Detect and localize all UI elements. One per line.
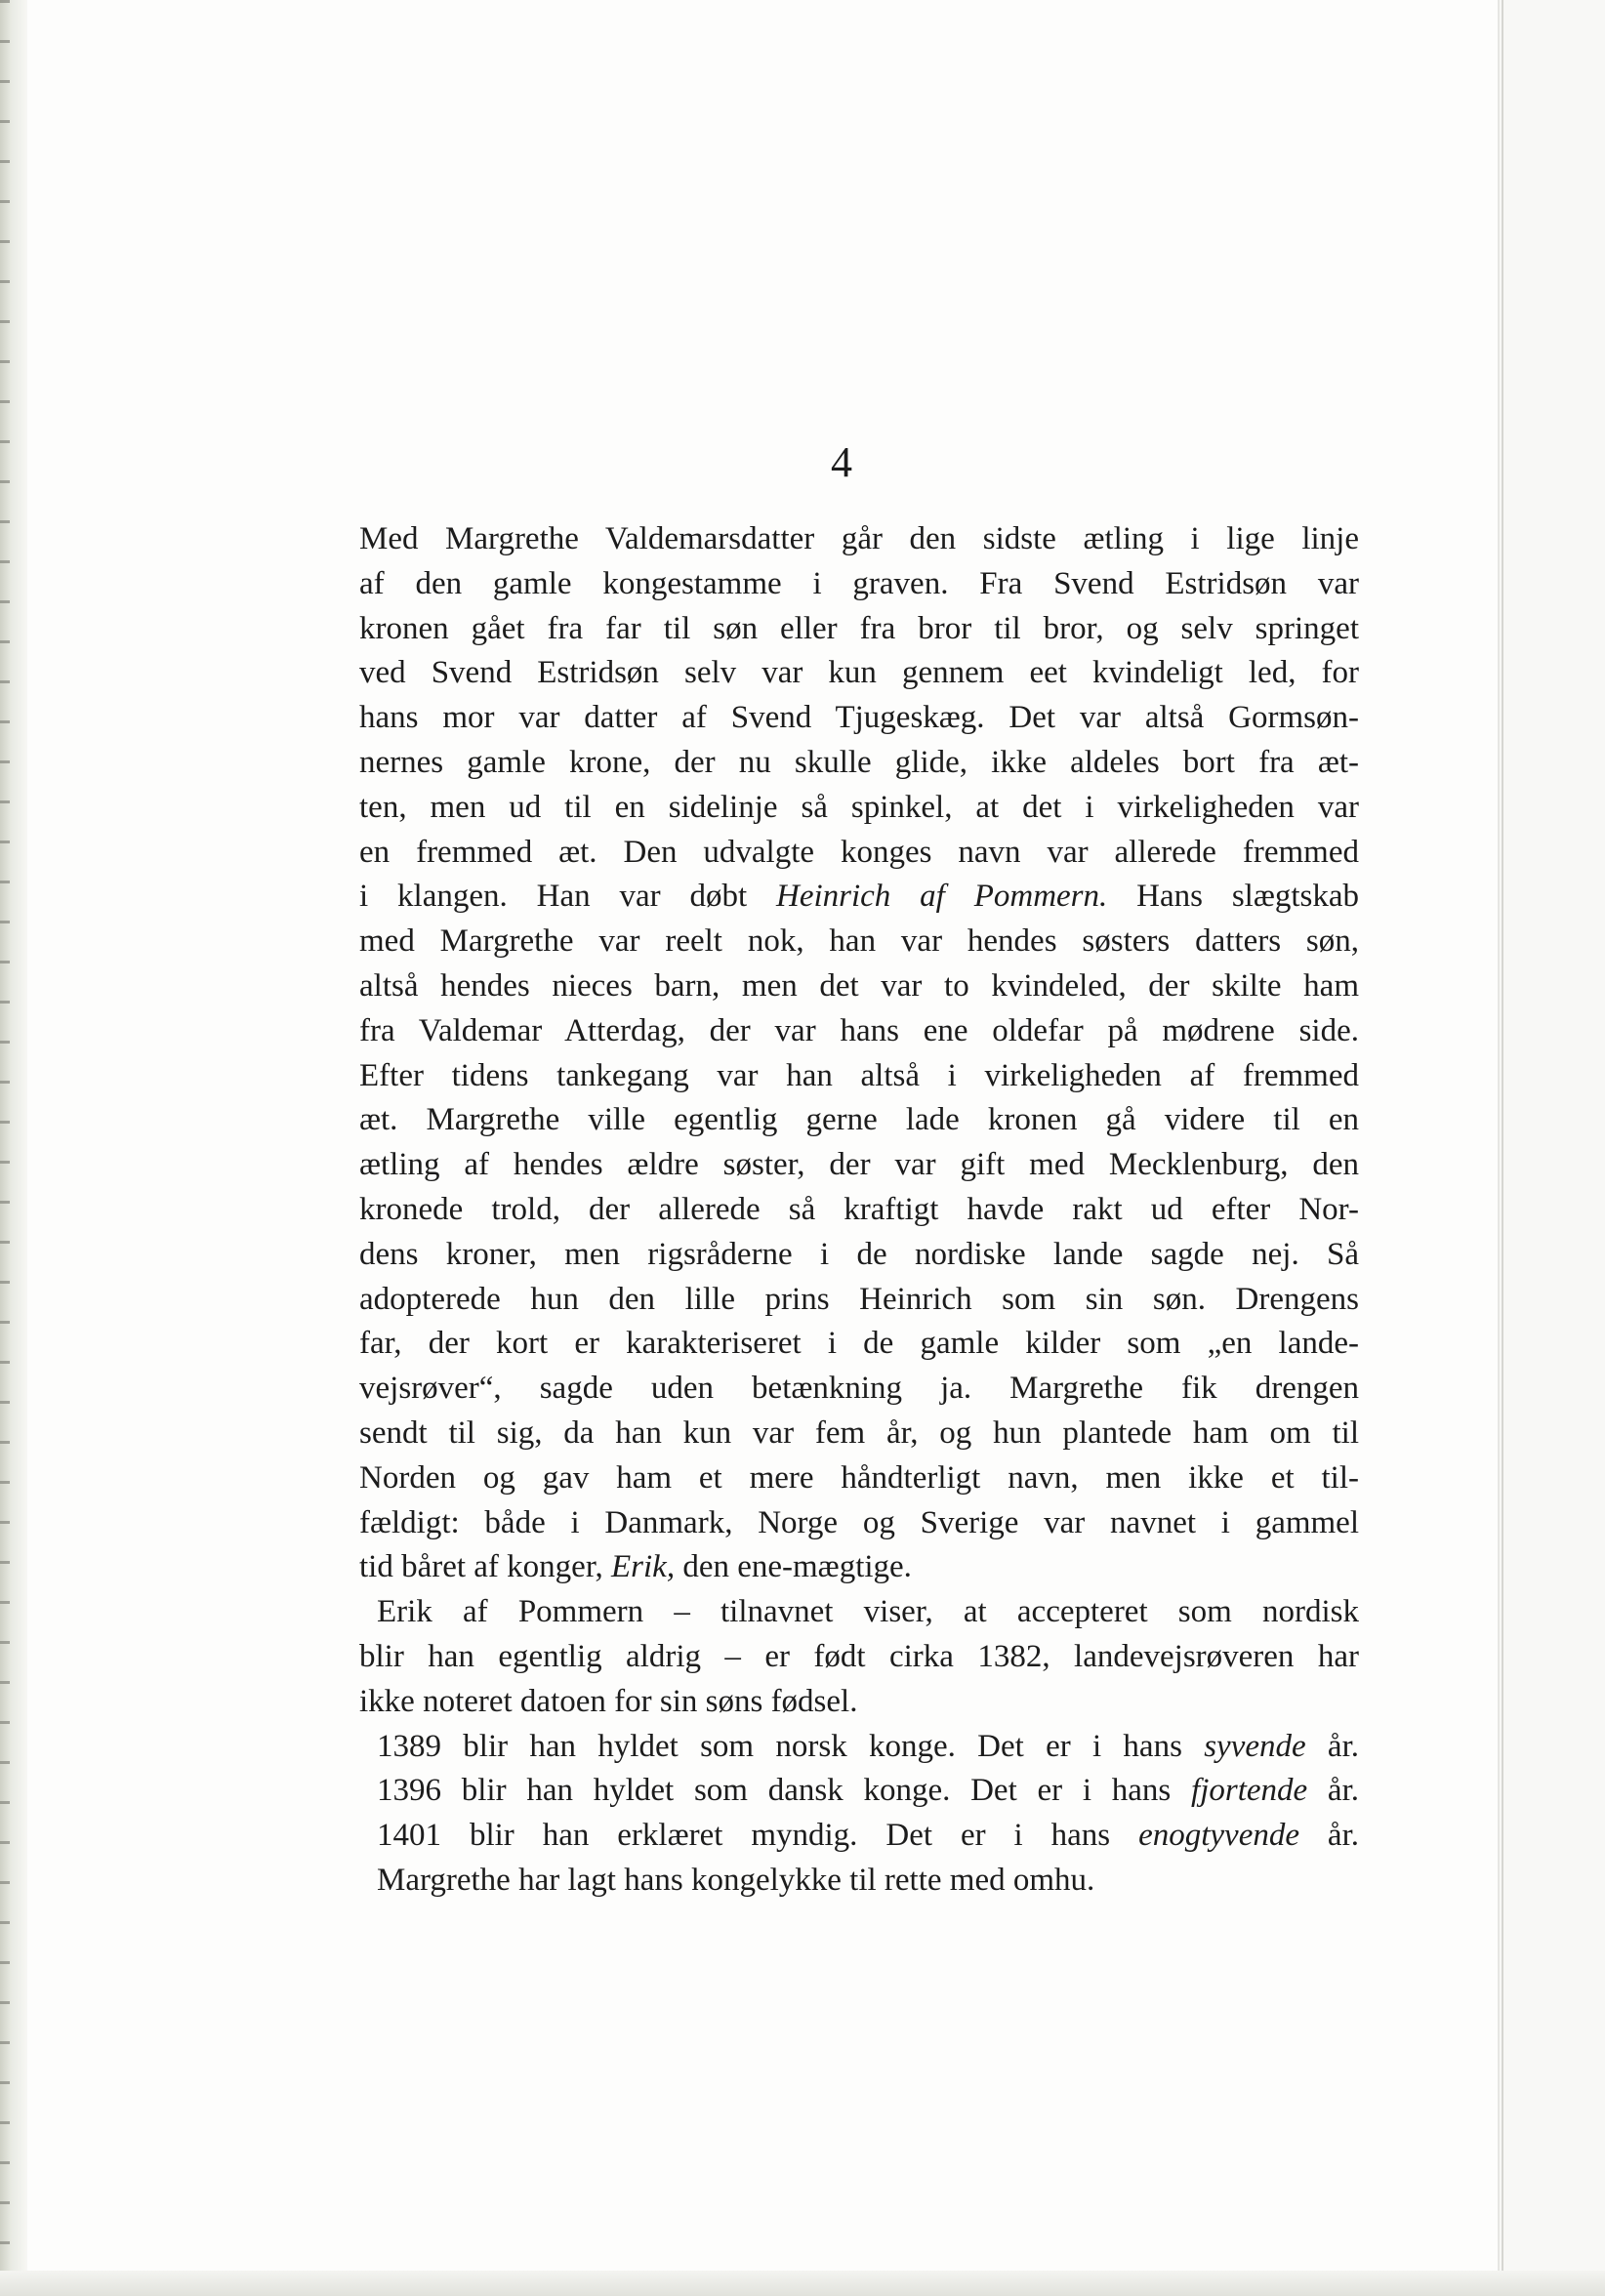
paragraph-2	[359, 1590, 1359, 1724]
text-run: 1389 blir han hyldet som norsk konge. Det er i hans	[377, 1728, 1205, 1764]
italic-name: Heinrich af Pommern.	[776, 879, 1108, 915]
text-line: kronede trold, der allerede så kraftigt havde rakt ud efter Nor-	[359, 1191, 1359, 1227]
text-run: år.	[1307, 1773, 1360, 1809]
text-run: Hans slægtskab	[1107, 879, 1359, 915]
text-line	[359, 1814, 1359, 1859]
text-line	[359, 1545, 1359, 1590]
text-run: år.	[1298, 1818, 1359, 1854]
body-text	[359, 517, 1359, 1904]
text-line: en fremmed æt. Den udvalgte konges navn var allerede fremmed	[359, 834, 1359, 870]
text-line: Erik af Pommern – tilnavnet viser, at accepteret som nordisk	[377, 1594, 1359, 1630]
page-edge-line	[1502, 0, 1503, 2296]
text-run: den ene-mægtige.	[675, 1549, 912, 1585]
text-line: af den gamle kongestamme i graven. Fra Svend Estridsøn var	[359, 565, 1359, 601]
text-run: i klangen. Han var døbt	[359, 879, 776, 915]
text-line: æt. Margrethe ville egentlig gerne lade kronen gå videre til en	[359, 1102, 1359, 1138]
text-line	[359, 1769, 1359, 1814]
text-line: sendt til sig, da han kun var fem år, og hun plantede ham om til	[359, 1414, 1359, 1451]
text-line: fra Valdemar Atterdag, der var hans ene oldefar på mødrene side.	[359, 1012, 1359, 1048]
text-line: hans mor var datter af Svend Tjugeskæg. Det var altså Gormsøn-	[359, 700, 1359, 736]
text-line: blir han egentlig aldrig – er født cirka 1382, landevejsrøveren har	[359, 1638, 1359, 1674]
text-line	[359, 1725, 1359, 1770]
text-run: år.	[1305, 1728, 1359, 1764]
page-bottom-edge	[0, 2271, 1605, 2296]
binding-marks	[0, 0, 10, 2296]
text-line: far, der kort er karakteriseret i de gamle kilder som „en lande-	[359, 1326, 1359, 1362]
paragraph-1	[359, 517, 1359, 1590]
text-line: adopterede hun den lille prins Heinrich som sin søn. Drengens	[359, 1281, 1359, 1317]
page-number: 4	[831, 438, 852, 486]
text-line: ten, men ud til en sidelinje så spinkel, at det i virkeligheden var	[359, 789, 1359, 825]
text-line: Margrethe har lagt hans kongelykke til rette med omhu.	[377, 1862, 1095, 1898]
text-line	[359, 875, 1359, 920]
text-line: nernes gamle krone, der nu skulle glide, ikke aldeles bort fra æt-	[359, 744, 1359, 780]
text-line: kronen gået fra far til søn eller fra bror til bror, og selv springet	[359, 610, 1359, 646]
text-line: Norden og gav ham et mere håndterligt navn, men ikke et til-	[359, 1459, 1359, 1496]
text-line: med Margrethe var reelt nok, han var hendes søsters datters søn,	[359, 923, 1359, 960]
italic-word: syvende	[1204, 1728, 1306, 1764]
italic-name: Erik,	[611, 1549, 676, 1585]
text-line: Med Margrethe Valdemarsdatter går den sidste ætling i lige linje	[359, 521, 1359, 556]
text-line: dens kroner, men rigsråderne i de nordiske lande sagde nej. Så	[359, 1236, 1359, 1272]
text-line: fældigt: både i Danmark, Norge og Sverige var navnet i gammel	[359, 1504, 1359, 1540]
text-run: tid båret af konger,	[359, 1549, 611, 1585]
text-line: ved Svend Estridsøn selv var kun gennem eet kvindeligt led, for	[359, 655, 1359, 691]
text-line: vejsrøver“, sagde uden betænkning ja. Margrethe fik drengen	[359, 1371, 1359, 1407]
text-run: 1396 blir han hyldet som dansk konge. Det er i hans	[377, 1773, 1192, 1809]
paragraph-3	[359, 1725, 1359, 1904]
text-line: Efter tidens tankegang var han altså i virkeligheden af fremmed	[359, 1057, 1359, 1093]
text-line: altså hendes nieces barn, men det var to kvindeled, der skilte ham	[359, 967, 1359, 1004]
text-run: 1401 blir han erklæret myndig. Det er i hans	[377, 1818, 1139, 1854]
italic-word: enogtyvende	[1138, 1818, 1299, 1854]
text-line: ætling af hendes ældre søster, der var gift med Mecklenburg, den	[359, 1147, 1359, 1183]
italic-word: fjortende	[1191, 1773, 1308, 1809]
page-right-margin	[1498, 0, 1605, 2296]
text-line: ikke noteret datoen for sin søns fødsel.	[359, 1683, 858, 1719]
